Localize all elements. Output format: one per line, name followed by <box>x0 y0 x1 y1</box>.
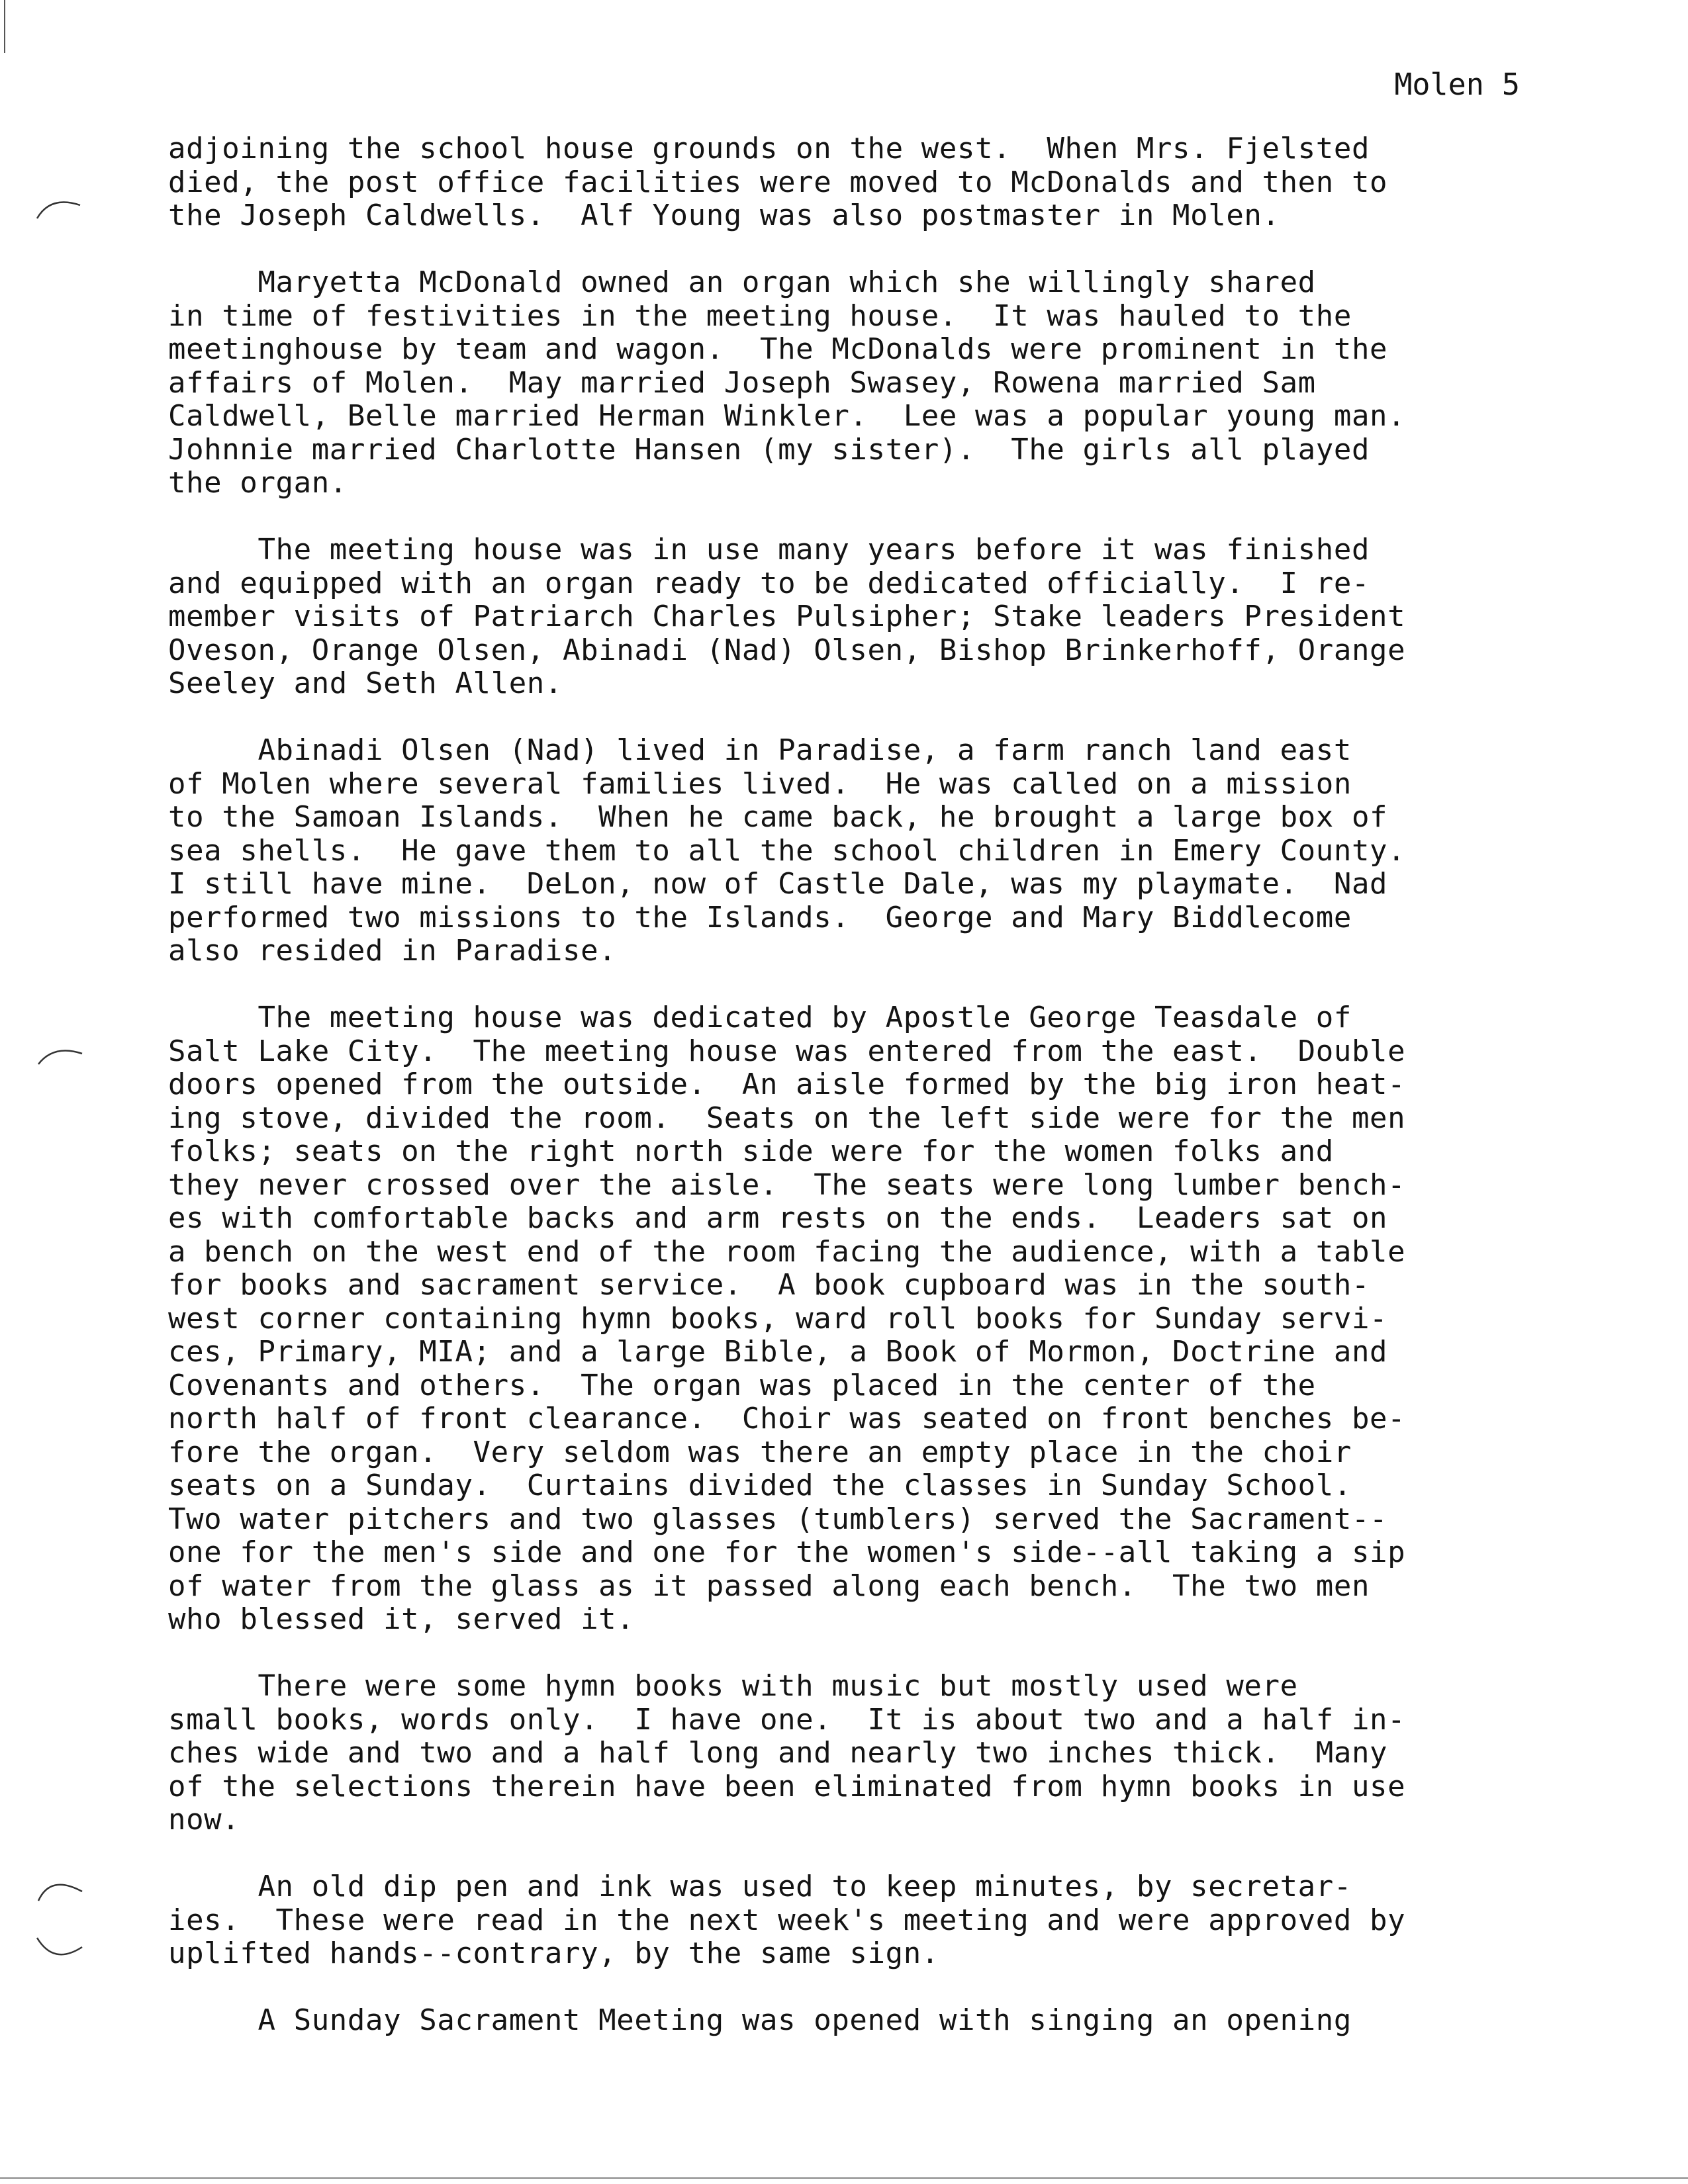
text-line: affairs of Molen. May married Joseph Swasey, Rowena married Sam <box>168 365 1316 400</box>
text-line: member visits of Patriarch Charles Pulsipher; Stake leaders President <box>168 600 1406 633</box>
text-line: the Joseph Caldwells. Alf Young was also postmaster in Molen. <box>168 199 1280 232</box>
text-line: and equipped with an organ ready to be dedicated officially. I re- <box>168 566 1370 600</box>
text-line: sea shells. He gave them to all the school children in Emery County. <box>168 833 1406 868</box>
text-line: north half of front clearance. Choir was seated on front benches be- <box>168 1402 1406 1435</box>
text-line: doors opened from the outside. An aisle formed by the big iron heat- <box>168 1068 1406 1101</box>
text-line: small books, words only. I have one. It is about two and a half in- <box>168 1702 1406 1737</box>
binder-hole-mark <box>30 1873 83 1913</box>
text-line: meetinghouse by team and wagon. The McDonalds were prominent in the <box>168 332 1388 366</box>
text-line: in time of festivities in the meeting house. It was hauled to the <box>168 298 1352 333</box>
page-bottom-edge <box>0 2177 1688 2179</box>
binder-hole-mark <box>30 1933 83 1972</box>
text-line: died, the post office facilities were moved to McDonalds and then to <box>168 165 1388 199</box>
text-line: Seeley and Seth Allen. <box>168 666 563 700</box>
text-line: who blessed it, served it. <box>168 1602 635 1636</box>
text-line: An old dip pen and ink was used to keep minutes, by secretar- <box>168 1870 1352 1903</box>
text-line: one for the men's side and one for the women's side--all taking a sip <box>168 1535 1406 1569</box>
paragraph <box>168 2004 1532 2038</box>
text-line: The meeting house was in use many years before it was finished <box>168 533 1370 567</box>
text-line: es with comfortable backs and arm rests on the ends. Leaders sat on <box>168 1201 1388 1235</box>
text-line: I still have mine. DeLon, now of Castle Dale, was my playmate. Nad <box>168 867 1388 901</box>
text-line: uplifted hands--contrary, by the same sign. <box>168 1936 939 1970</box>
text-line: also resided in Paradise. <box>168 934 617 968</box>
text-line: Two water pitchers and two glasses (tumblers) served the Sacrament-- <box>168 1502 1388 1536</box>
binder-hole-mark <box>30 192 83 232</box>
text-line: ches wide and two and a half long and nearly two inches thick. Many <box>168 1736 1388 1770</box>
text-line: Caldwell, Belle married Herman Winkler. Lee was a popular young man. <box>168 399 1406 433</box>
text-line: Maryetta McDonald owned an organ which she willingly shared <box>168 265 1316 299</box>
paragraph <box>168 266 1532 500</box>
text-line: Abinadi Olsen (Nad) lived in Paradise, a farm ranch land east <box>168 733 1352 767</box>
text-line: of water from the glass as it passed along each bench. The two men <box>168 1569 1370 1603</box>
text-line: performed two missions to the Islands. George and Mary Biddlecome <box>168 900 1352 934</box>
paragraph <box>168 132 1532 233</box>
text-line: ing stove, divided the room. Seats on the left side were for the men <box>168 1101 1406 1135</box>
text-line: they never crossed over the aisle. The seats were long lumber bench- <box>168 1167 1406 1202</box>
paragraph <box>168 533 1532 701</box>
paragraph <box>168 1001 1532 1637</box>
text-line: of Molen where several families lived. He was called on a mission <box>168 766 1352 801</box>
text-line: to the Samoan Islands. When he came back, he brought a large box of <box>168 800 1388 834</box>
paragraph <box>168 1870 1532 1971</box>
text-line: of the selections therein have been eliminated from hymn books in use <box>168 1769 1406 1803</box>
text-line: for books and sacrament service. A book cupboard was in the south- <box>168 1268 1370 1302</box>
paragraph <box>168 1670 1532 1837</box>
text-line: ies. These were read in the next week's meeting and were approved by <box>168 1903 1406 1937</box>
text-line: There were some hymn books with music but mostly used were <box>168 1669 1298 1703</box>
scan-edge-mark <box>4 0 5 53</box>
page-header: Molen 5 <box>1394 67 1520 102</box>
binder-hole-mark <box>30 1039 83 1079</box>
text-line: now. <box>168 1803 240 1837</box>
text-line: The meeting house was dedicated by Apostle George Teasdale of <box>168 1001 1352 1034</box>
paragraph <box>168 734 1532 968</box>
text-line: adjoining the school house grounds on the west. When Mrs. Fjelsted <box>168 132 1370 165</box>
text-line: Salt Lake City. The meeting house was entered from the east. Double <box>168 1034 1406 1068</box>
text-line: Johnnie married Charlotte Hansen (my sister). The girls all played <box>168 432 1370 467</box>
document-body <box>168 132 1532 2038</box>
text-line: folks; seats on the right north side were for the women folks and <box>168 1134 1334 1168</box>
text-line: the organ. <box>168 466 348 500</box>
text-line: seats on a Sunday. Curtains divided the classes in Sunday School. <box>168 1469 1352 1502</box>
text-line: A Sunday Sacrament Meeting was opened with singing an opening <box>168 2003 1352 2037</box>
text-line: a bench on the west end of the room facing the audience, with a table <box>168 1234 1406 1269</box>
text-line: Oveson, Orange Olsen, Abinadi (Nad) Olsen, Bishop Brinkerhoff, Orange <box>168 633 1406 667</box>
text-line: fore the organ. Very seldom was there an empty place in the choir <box>168 1435 1352 1469</box>
text-line: ces, Primary, MIA; and a large Bible, a Book of Mormon, Doctrine and <box>168 1335 1388 1369</box>
text-line: Covenants and others. The organ was placed in the center of the <box>168 1368 1316 1402</box>
text-line: west corner containing hymn books, ward roll books for Sunday servi- <box>168 1301 1388 1336</box>
